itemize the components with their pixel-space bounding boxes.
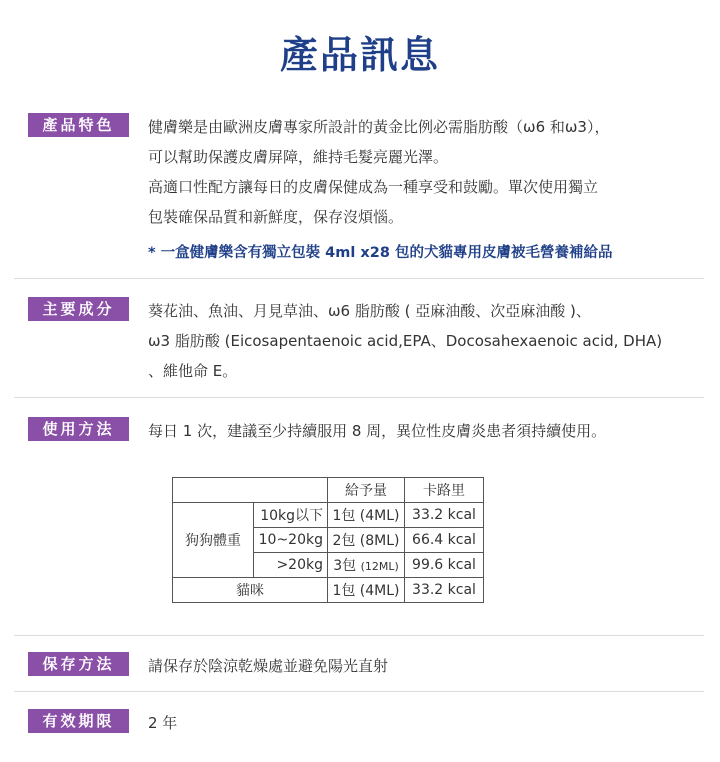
- usage-body: [148, 416, 708, 446]
- features-body: [148, 112, 708, 268]
- table-header-dose: 給予量: [328, 478, 405, 503]
- section-divider: [14, 691, 704, 692]
- features-label: 產品特色: [28, 113, 129, 137]
- validity-body: [148, 708, 708, 738]
- calorie-cell: 33.2 kcal: [405, 578, 484, 603]
- storage-body: [148, 651, 708, 681]
- cat-label: 貓咪: [173, 578, 328, 603]
- table-row: [173, 503, 484, 528]
- dog-weight-label: 狗狗體重: [173, 503, 254, 578]
- ingredients-line: ω3 脂肪酸 (Eicosapentaenoic acid,EPA、Docosahexaenoic acid, DHA): [148, 332, 663, 350]
- ingredients-body: [148, 296, 708, 386]
- section-divider: [14, 397, 704, 398]
- calorie-cell: 66.4 kcal: [405, 528, 484, 553]
- features-line: 可以幫助保護皮膚屏障，維持毛髮亮麗光澤。: [148, 148, 449, 166]
- usage-text: 每日 1 次，建議至少持續服用 8 周，異位性皮膚炎患者須持續使用。: [148, 422, 607, 440]
- storage-label: 保存方法: [28, 652, 129, 676]
- weight-cell: 10~20kg: [254, 528, 328, 553]
- weight-cell: >20kg: [254, 553, 328, 578]
- ingredients-label: 主要成分: [28, 297, 129, 321]
- weight-cell: 10kg以下: [254, 503, 328, 528]
- ingredients-line: 、維他命 E。: [148, 362, 238, 380]
- table-row: [173, 478, 484, 503]
- dose-cell: [328, 553, 405, 578]
- calorie-cell: 33.2 kcal: [405, 503, 484, 528]
- validity-text: 2 年: [148, 714, 178, 732]
- storage-text: 請保存於陰涼乾燥處並避免陽光直射: [148, 657, 389, 675]
- validity-label: 有效期限: [28, 709, 129, 733]
- dose-volume: (12ML): [360, 560, 399, 573]
- table-corner-cell: [173, 478, 328, 503]
- dose-cell: 2包 (8ML): [328, 528, 405, 553]
- features-line: 包裝確保品質和新鮮度，保存沒煩惱。: [148, 208, 404, 226]
- features-line: 健膚樂是由歐洲皮膚專家所設計的黃金比例必需脂肪酸（ω6 和ω3），: [148, 118, 610, 136]
- dose-cell: 1包 (4ML): [328, 578, 405, 603]
- ingredients-line: 葵花油、魚油、月見草油、ω6 脂肪酸 ( 亞麻油酸、次亞麻油酸 )、: [148, 302, 591, 320]
- calorie-cell: 99.6 kcal: [405, 553, 484, 578]
- dose-cell: 1包 (4ML): [328, 503, 405, 528]
- table-row: [173, 578, 484, 603]
- dose-amount: 3包: [333, 558, 357, 574]
- features-note: * 一盒健膚樂含有獨立包裝 4ml x28 包的犬貓專用皮膚被毛營養補給品: [148, 245, 613, 261]
- page-title: 產品訊息: [279, 33, 440, 77]
- features-line: 高適口性配方讓每日的皮膚保健成為一種享受和鼓勵。單次使用獨立: [148, 178, 599, 196]
- dosage-table: [172, 477, 484, 603]
- table-header-calories: 卡路里: [405, 478, 484, 503]
- usage-label: 使用方法: [28, 417, 129, 441]
- section-divider: [14, 278, 704, 279]
- section-divider: [14, 635, 704, 636]
